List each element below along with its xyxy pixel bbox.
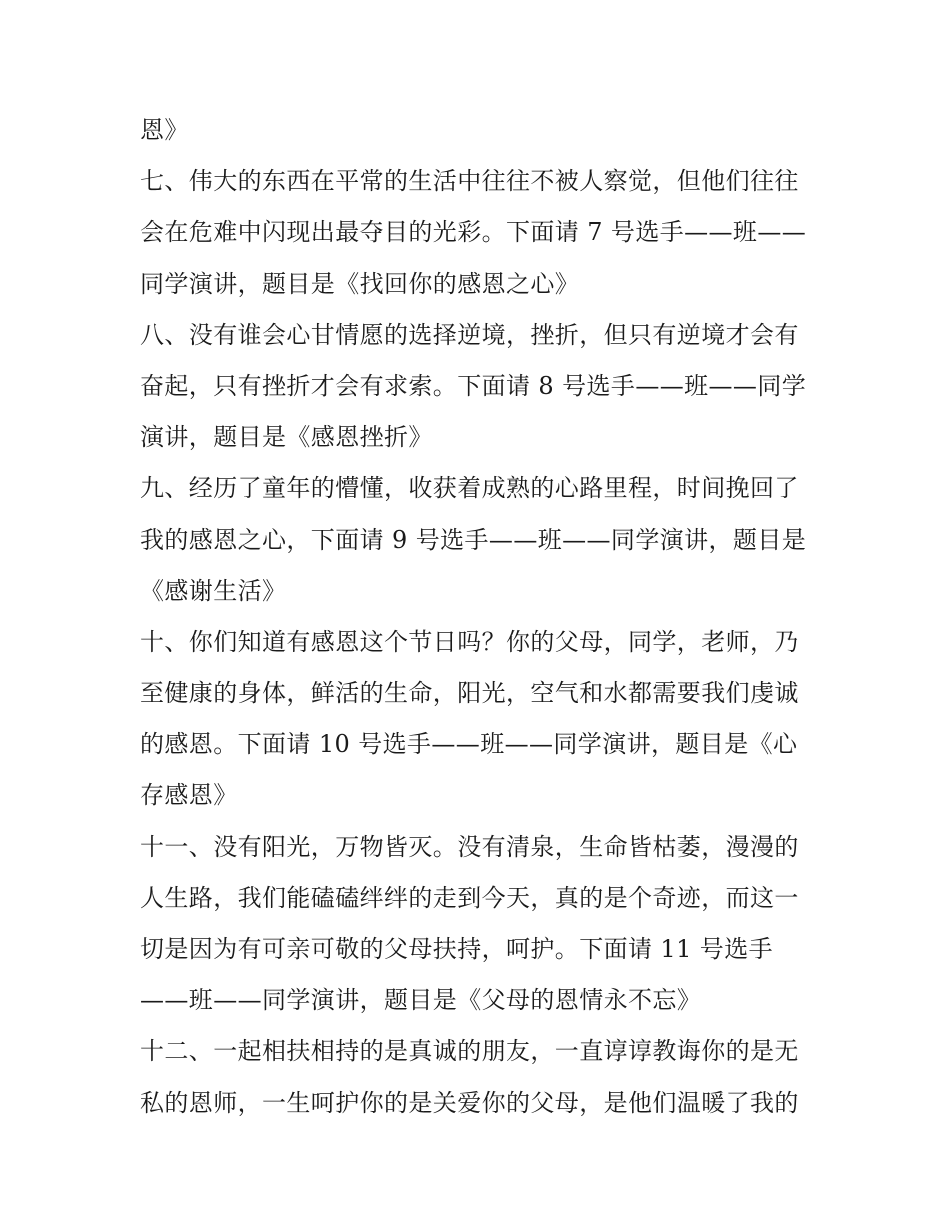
text-line: 奋起，只有挫折才会有求索。下面请 8 号选手——班——同学 bbox=[140, 371, 807, 400]
text-line: 切是因为有可亲可敬的父母扶持，呵护。下面请 11 号选手 bbox=[140, 935, 773, 963]
text-line: 会在危难中闪现出最夺目的光彩。下面请 7 号选手——班—— bbox=[140, 218, 807, 247]
text-line: ——班——同学演讲，题目是《父母的恩情永不忘》 bbox=[140, 986, 702, 1015]
text-line: 九、经历了童年的懵懂，收获着成熟的心路里程，时间挽回了 bbox=[140, 474, 799, 503]
text-line: 演讲，题目是《感恩挫折》 bbox=[140, 423, 433, 452]
text-line: 同学演讲，题目是《找回你的感恩之心》 bbox=[140, 269, 580, 298]
text-line: 我的感恩之心，下面请 9 号选手——班——同学演讲，题目是 bbox=[140, 525, 807, 554]
text-line: 七、伟大的东西在平常的生活中往往不被人察觉，但他们往往 bbox=[140, 167, 799, 196]
text-line: 《感谢生活》 bbox=[140, 576, 287, 605]
text-line: 的感恩。下面请 10 号选手——班——同学演讲，题目是《心 bbox=[140, 730, 798, 759]
document-body bbox=[140, 108, 820, 1132]
text-line: 八、没有谁会心甘情愿的选择逆境，挫折，但只有逆境才会有 bbox=[140, 320, 799, 349]
text-line: 恩》 bbox=[140, 116, 189, 144]
text-line: 十一、没有阳光，万物皆灭。没有清泉，生命皆枯萎，漫漫的 bbox=[140, 832, 799, 861]
text-line: 十二、一起相扶相持的是真诚的朋友，一直谆谆教诲你的是无 bbox=[140, 1037, 799, 1066]
text-line: 人生路，我们能磕磕绊绊的走到今天，真的是个奇迹，而这一 bbox=[140, 883, 799, 912]
text-line: 十、你们知道有感恩这个节日吗？你的父母，同学，老师，乃 bbox=[140, 627, 799, 656]
text-line: 私的恩师，一生呵护你的是关爱你的父母，是他们温暖了我的 bbox=[140, 1088, 799, 1117]
text-line: 至健康的身体，鲜活的生命，阳光，空气和水都需要我们虔诚 bbox=[140, 679, 799, 708]
text-line: 存感恩》 bbox=[140, 781, 238, 810]
